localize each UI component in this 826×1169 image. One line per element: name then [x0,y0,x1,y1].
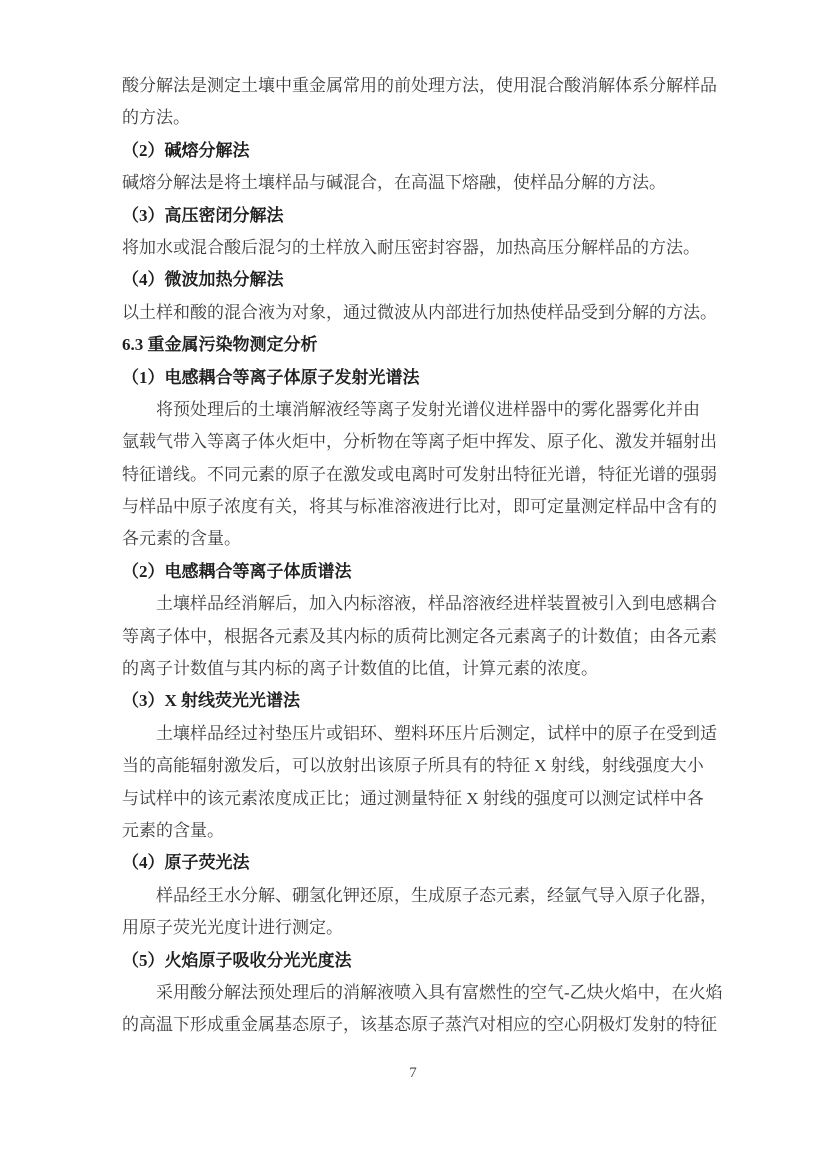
document-body [122,70,738,1042]
text-line: 元素的含量。 [122,820,224,840]
text-line: 的高温下形成重金属基态原子，该基态原子蒸汽对相应的空心阴极灯发射的特征 [122,1015,717,1035]
method-heading-line: （4）微波加热分解法 [122,270,284,290]
section-heading-line: 6.3 重金属污染物测定分析 [122,335,318,355]
text-line: 土壤样品经过衬垫压片或铝环、塑料环压片后测定，试样中的原子在受到适 [156,723,717,743]
text-line: 与样品中原子浓度有关，将其与标准溶液进行比对，即可定量测定样品中含有的 [122,497,717,517]
method-heading-line: （5）火焰原子吸收分光光度法 [122,950,352,970]
text-line: 与试样中的该元素浓度成正比；通过测量特征 X 射线的强度可以测定试样中各 [122,788,704,808]
page-number: 7 [409,1065,417,1081]
method-heading-line: （1）电感耦合等离子体原子发射光谱法 [122,367,420,387]
text-line: 以土样和酸的混合液为对象，通过微波从内部进行加热使样品受到分解的方法。 [122,302,717,322]
text-line: 特征谱线。不同元素的原子在激发或电离时可发射出特征光谱，特征光谱的强弱 [122,464,717,484]
text-line: 等离子体中，根据各元素及其内标的质荷比测定各元素离子的计数值；由各元素 [122,626,717,646]
text-line: 将加水或混合酸后混匀的土样放入耐压密封容器，加热高压分解样品的方法。 [122,237,700,257]
text-line: 采用酸分解法预处理后的消解液喷入具有富燃性的空气-乙炔火焰中，在火焰 [156,982,723,1002]
method-heading-line: （3）X 射线荧光光谱法 [122,691,301,711]
method-heading-line: （2）碱熔分解法 [122,140,250,160]
text-line: 各元素的含量。 [122,529,241,549]
text-line: 样品经王水分解、硼氢化钾还原，生成原子态元素，经氩气导入原子化器， [156,885,717,905]
text-line: 氩载气带入等离子体火炬中，分析物在等离子炬中挥发、原子化、激发并辐射出 [122,432,717,452]
text-line: 土壤样品经消解后，加入内标溶液，样品溶液经进样装置被引入到电感耦合 [156,594,717,614]
text-line: 将预处理后的土壤消解液经等离子发射光谱仪进样器中的雾化器雾化并由 [156,399,700,419]
text-line: 的方法。 [122,108,190,128]
text-line: 当的高能辐射激发后，可以放射出该原子所具有的特征 X 射线，射线强度大小 [122,756,704,776]
text-line: 酸分解法是测定土壤中重金属常用的前处理方法，使用混合酸消解体系分解样品 [122,76,717,95]
text-line: 碱熔分解法是将土壤样品与碱混合，在高温下熔融，使样品分解的方法。 [122,173,666,193]
method-heading-line: （3）高压密闭分解法 [122,205,284,225]
method-heading-line: （4）原子荧光法 [122,853,250,873]
text-line: 用原子荧光光度计进行测定。 [122,918,343,938]
text-line: 的离子计数值与其内标的离子计数值的比值，计算元素的浓度。 [122,659,598,679]
method-heading-line: （2）电感耦合等离子体质谱法 [122,561,352,581]
